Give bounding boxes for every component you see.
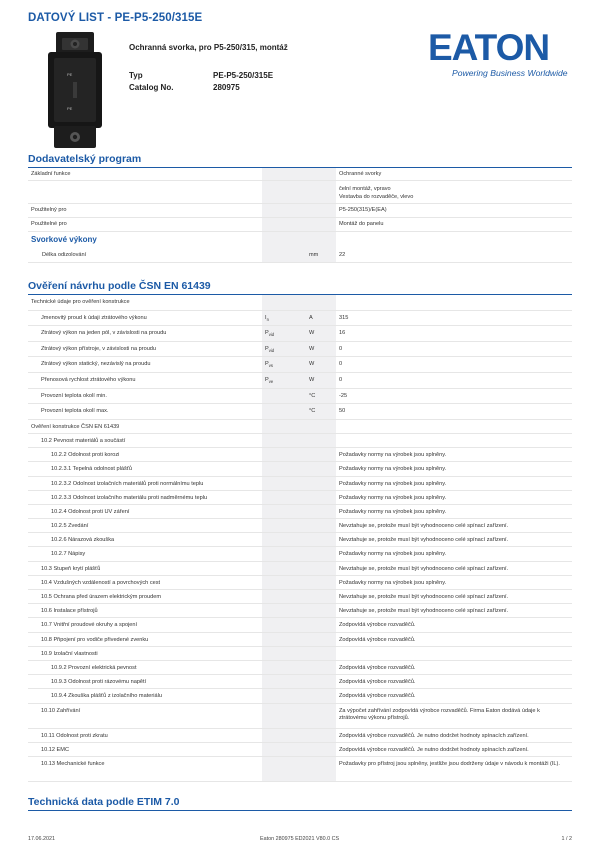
table-row [28,477,572,491]
cell-unit [306,477,336,490]
cell-unit [306,505,336,518]
cell-symbol [262,689,306,702]
table-row [28,675,572,689]
cell-label: Ztrátový výkon přístroje, v závislosti na proudu [41,345,157,352]
symbol-text: P [265,361,269,368]
cell-label: Jmenovitý proud k údaji ztrátového výkonu [41,314,147,321]
cell-label: 10.6 Instalace přístrojů [41,608,98,615]
cell-value: Požadavky normy na výrobek jsou splněny. [339,452,447,459]
cell-symbol [262,181,306,203]
symbol-subscript: vid [268,347,275,353]
cell-unit [306,434,336,447]
cell-symbol [262,295,306,310]
cell-unit [306,604,336,617]
section-title-supplier: Dodavatelský program [28,153,142,165]
cell-unit [306,168,336,180]
table-row [28,533,572,547]
cell-label: 10.10 Zahřívání [41,707,81,714]
cell-label: Ztrátový výkon statický, nezávislý na proudu [41,361,151,368]
table-row [28,168,572,181]
cell-value: 22 [339,252,346,258]
cell-label: Provozní teplota okolí max. [41,408,109,415]
cell-symbol [262,633,306,646]
cell-symbol [262,420,306,433]
value-line: Vestavba do rozvaděče, vlevo [339,193,414,200]
footer-date: 17.06.2021 [28,836,55,842]
svg-text:PE: PE [67,106,73,111]
cell-unit [306,547,336,560]
symbol-text: P [265,330,269,337]
cell-label: 10.2.5 Zvedání [51,523,89,530]
cell-unit [306,420,336,433]
cell-unit [306,232,336,249]
cell-symbol [262,647,306,660]
cell-value: P5-250(315)/E(EA) [339,207,387,213]
cell-value: Montáž do panelu [339,221,384,227]
table-row [28,218,572,232]
table-row [28,590,572,604]
cell-label: 10.9.4 Zkouška plášťů z izolačního materiálu [51,693,162,700]
table-row [28,326,572,342]
cell-label [28,181,262,203]
cell-symbol [262,757,306,781]
cell-label: 10.2 Pevnost materiálů a součástí [41,437,126,444]
cell-symbol [262,404,306,419]
cell-label: Délka odizolování [42,252,87,258]
cell-symbol [262,562,306,575]
eaton-logo [428,30,572,64]
cell-value [336,181,572,203]
table-row [28,357,572,373]
table-row [28,420,572,434]
cell-unit: A [306,311,336,326]
cell-symbol [262,505,306,518]
cell-unit: W [306,342,336,357]
product-description: Ochranná svorka, pro P5-250/315, montáž [129,43,288,52]
product-image [40,30,110,150]
cell-label: 10.2.2 Odolnost proti korozi [51,452,120,459]
table-row [28,505,572,519]
type-label: Typ [129,71,143,80]
cell-unit [306,689,336,702]
cell-label: 10.7 Vnitřní proudové okruhy a spojení [41,622,138,629]
table-row [28,757,572,782]
cell-unit [306,743,336,756]
cell-unit [306,704,336,728]
logo-text: EATON [428,30,550,64]
cell-unit [306,633,336,646]
cell-symbol [262,448,306,461]
cell-label: 10.11 Odolnost proti zkratu [41,732,108,739]
subsection-title-terminal: Svorkové výkony [31,235,97,244]
cell-unit: W [306,326,336,341]
cell-symbol [262,618,306,631]
cell-symbol [262,477,306,490]
cell-value: Požadavky normy na výrobek jsou splněny. [339,551,447,558]
cell-symbol [262,168,306,180]
cell-symbol [262,491,306,504]
cell-unit [306,562,336,575]
cell-unit: W [306,373,336,388]
section-title-verification: Ověření návrhu podle ČSN EN 61439 [28,280,211,292]
cell-label: Provozní teplota okolí min. [41,392,107,399]
cell-value: Požadavky normy na výrobek jsou splněny. [339,494,447,501]
cell-value: Ochranné svorky [339,171,382,177]
symbol-text: P [265,345,269,352]
cell-value: 0 [339,361,343,368]
cell-value: Nevztahuje se, protože musí být vyhodnoceno celé spínací zařízení. [339,608,509,615]
cell-symbol [262,519,306,532]
cell-unit: mm [306,249,336,262]
cell-unit [306,675,336,688]
cell-symbol [262,311,306,326]
cell-label: 10.9.3 Odolnost proti rázovému napětí [51,679,147,686]
cell-unit [306,491,336,504]
symbol-subscript: ve [268,379,274,385]
table-row [28,689,572,703]
table-row [28,547,572,561]
cell-unit [306,618,336,631]
cell-symbol [262,218,306,231]
cell-label: Přenosová rychlost ztrátového výkonu [41,376,136,383]
cell-value: Zodpovídá výrobce rozvaděčů. [339,622,416,629]
cell-value [336,420,572,433]
cell-symbol [262,576,306,589]
cell-symbol [262,373,306,388]
table-row [28,618,572,632]
symbol-text: P [265,376,269,383]
cell-symbol [262,661,306,674]
cell-label: 10.13 Mechanické funkce [41,760,105,767]
cell-label: Ztrátový výkon na jeden pól, v závislosti na proudu [41,330,167,337]
cell-value: Požadavky normy na výrobek jsou splněny. [339,480,447,487]
cell-value: 16 [339,330,346,337]
document-title: DATOVÝ LIST - PE-P5-250/315E [28,12,203,24]
svg-text:PE: PE [67,72,73,77]
table-row [28,434,572,448]
cell-symbol [262,389,306,404]
cell-unit [306,218,336,231]
table-row [28,311,572,327]
cell-value: Za výpočet zahřívání zodpovídá výrobce rozvaděčů. Firma Eaton dodává údaje k ztrátovému výkonu přístrojů. [339,707,540,721]
cell-unit [306,462,336,475]
cell-value: Nevztahuje se, protože musí být vyhodnoceno celé spínací zařízení. [339,594,509,600]
table-row [28,249,572,263]
cell-label: Ověření konstrukce ČSN EN 61439 [31,423,120,430]
table-row [28,373,572,389]
table-row [28,448,572,462]
table-row [28,704,572,729]
catalog-value: 280975 [213,83,240,92]
cell-label: 10.8 Připojení pro vodiče přivedené zvenku [41,636,149,643]
cell-label: 10.4 Vzdušných vzdáleností a povrchových cest [41,579,161,586]
cell-value: 0 [339,376,343,383]
cell-value: Zodpovídá výrobce rozvaděčů. Je nutno dodržet hodnoty spínacích zařízení. [339,746,529,753]
cell-value: Zodpovídá výrobce rozvaděčů. [339,693,416,700]
cell-label: 10.2.3.2 Odolnost izolačních materiálů proti normálnímu teplu [51,480,204,487]
symbol-subscript: vs [268,363,273,369]
cell-symbol [262,704,306,728]
cell-symbol [262,434,306,447]
cell-label: 10.9 Izolační vlastnosti [41,650,98,657]
cell-unit [306,204,336,217]
cell-unit [306,533,336,546]
cell-value: Zodpovídá výrobce rozvaděčů. [339,664,416,671]
cell-unit: W [306,357,336,372]
cell-symbol [262,462,306,475]
table-row [28,519,572,533]
symbol-text: I [265,314,267,321]
verification-table [28,295,572,782]
cell-value: Nevztahuje se, protože musí být vyhodnoceno celé spínací zařízení. [339,523,509,530]
cell-symbol [262,729,306,742]
table-row [28,295,572,311]
cell-unit [306,295,336,310]
product-meta [129,70,273,94]
cell-symbol [262,547,306,560]
cell-label: 10.2.7 Nápisy [51,551,86,558]
cell-symbol [262,533,306,546]
symbol-subscript: n [266,316,269,322]
cell-value: 0 [339,345,343,352]
cell-symbol [262,604,306,617]
cell-value: 315 [339,314,349,321]
cell-value [336,647,572,660]
cell-unit [306,661,336,674]
table-row [28,604,572,618]
section-divider [28,810,572,811]
table-row [28,647,572,661]
tagline: Powering Business Worldwide [452,68,568,78]
table-row [28,404,572,420]
footer-page-number: 1 / 2 [561,836,572,842]
cell-symbol [262,232,306,249]
cell-label: Použitelný pro [31,207,67,213]
table-row [28,661,572,675]
cell-symbol [262,204,306,217]
cell-value: Požadavky normy na výrobek jsou splněny. [339,466,447,473]
cell-label: 10.2.4 Odolnost proti UV záření [51,508,130,515]
table-row [28,462,572,476]
cell-symbol [262,249,306,262]
cell-value: Nevztahuje se, protože musí být vyhodnoceno celé spínací zařízení. [339,565,509,572]
cell-label: 10.2.6 Nárazová zkouška [51,537,115,544]
cell-label: 10.2.3.1 Tepelná odolnost plášťů [51,466,132,473]
table-row [28,204,572,218]
cell-label: Použitelné pro [31,221,67,227]
cell-unit [306,519,336,532]
table-row [28,342,572,358]
cell-label: 10.9.2 Provozní elektrická pevnost [51,664,137,671]
table-row [28,491,572,505]
cell-symbol [262,326,306,341]
cell-symbol [262,743,306,756]
cell-value: Požadavky normy na výrobek jsou splněny. [339,508,447,515]
cell-unit [306,729,336,742]
value-line: čelní montáž, vpravo [339,186,391,192]
footer-doc-id: Eaton 280975 ED2021 V80.0 CS [260,836,340,842]
cell-symbol [262,342,306,357]
cell-unit [306,647,336,660]
cell-value [336,295,572,310]
cell-value: 50 [339,408,346,415]
cell-label: Základní funkce [31,171,71,177]
cell-symbol [262,675,306,688]
cell-value: Nevztahuje se, protože musí být vyhodnoceno celé spínací zařízení. [339,537,509,544]
cell-unit [306,590,336,603]
table-row [28,576,572,590]
cell-label: 10.12 EMC [41,746,69,753]
cell-label: 10.3 Stupeň krytí plášťů [41,565,101,572]
cell-label: Technické údaje pro ověření konstrukce [31,299,130,305]
cell-unit [306,757,336,781]
table-row [28,389,572,405]
cell-value [336,232,572,249]
cell-value: Zodpovídá výrobce rozvaděčů. Je nutno dodržet hodnoty spínacích zařízení. [339,732,529,739]
table-row [28,562,572,576]
cell-value: Požadavky pro přístroj jsou splněny, jestliže jsou dodrženy údaje v návodu k montáži (IL). [339,760,560,767]
table-row [28,181,572,204]
cell-value: Požadavky normy na výrobek jsou splněny. [339,579,447,586]
cell-symbol [262,357,306,372]
table-row [28,729,572,743]
cell-value: Zodpovídá výrobce rozvaděčů. [339,679,416,686]
catalog-label: Catalog No. [129,83,174,92]
cell-symbol [262,590,306,603]
cell-unit [306,576,336,589]
table-row [28,743,572,757]
cell-label: 10.2.3.3 Odolnost izolačního materiálu proti nadměrnému teplu [51,494,208,501]
cell-unit: °C [306,404,336,419]
section-title-etim: Technická data podle ETIM 7.0 [28,796,180,808]
cell-value: -25 [339,392,348,399]
table-row [28,633,572,647]
supplier-table [28,168,572,263]
cell-value [336,434,572,447]
cell-unit [306,448,336,461]
table-row [28,232,572,249]
cell-unit: °C [306,389,336,404]
cell-label: 10.5 Ochrana před úrazem elektrickým proudem [41,594,162,600]
type-value: PE-P5-250/315E [213,71,274,80]
symbol-subscript: vid [268,332,275,338]
cell-unit [306,181,336,203]
cell-value: Zodpovídá výrobce rozvaděčů. [339,636,416,643]
